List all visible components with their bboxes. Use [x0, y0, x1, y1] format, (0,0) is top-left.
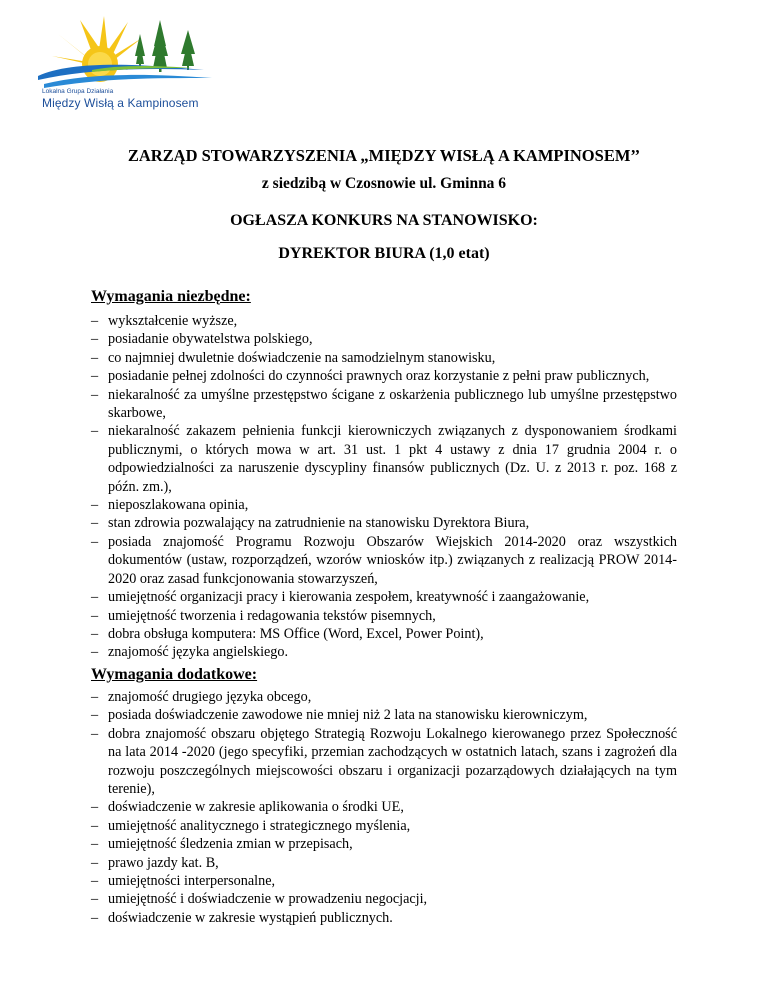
list-item: – umiejętność tworzenia i redagowania tekstów pisemnych, — [91, 607, 436, 624]
position-title: DYREKTOR BIURA (1,0 etat) — [278, 245, 490, 262]
sun-trees-water-icon — [32, 12, 232, 92]
dash-bullet: – — [91, 909, 99, 926]
list-item: – posiada znajomość Programu Rozwoju Obszarów Wiejskich 2014-2020 oraz wszystkich dokumentów (ustaw, rozporządzeń, wzorów wniosków itp.) związanych z realizacją PROW 2014-2020 oraz zasad funkcjonowania stowarzyszeń, — [91, 533, 677, 587]
dash-bullet: – — [91, 386, 99, 403]
list-item: – niekaralność za umyślne przestępstwo ścigane z oskarżenia publicznego lub umyślne przestępstwo skarbowe, — [91, 386, 677, 422]
board-heading: ZARZĄD STOWARZYSZENIA „MIĘDZY WISŁĄ A KAMPINOSEM’’ — [127, 146, 641, 165]
dash-bullet: – — [91, 707, 99, 724]
dash-bullet: – — [91, 423, 99, 440]
organization-logo — [32, 12, 232, 112]
list-item: – co najmniej dwuletnie doświadczenie na samodzielnym stanowisku, — [91, 349, 496, 366]
dash-bullet: – — [91, 891, 99, 908]
dash-bullet: – — [91, 349, 99, 366]
list-item: – stan zdrowia pozwalający na zatrudnienie na stanowisku Dyrektora Biura, — [91, 515, 530, 532]
dash-bullet: – — [91, 644, 99, 661]
list-item: – dobra obsługa komputera: MS Office (Word, Excel, Power Point), — [91, 625, 484, 642]
list-item: – nieposzlakowana opinia, — [91, 497, 249, 514]
logo-subtitle: Lokalna Grupa Działania — [42, 88, 114, 95]
list-item: – umiejętności interpersonalne, — [91, 873, 276, 890]
list-item: – doświadczenie w zakresie wystąpień publicznych. — [91, 909, 393, 926]
list-item: – umiejętność śledzenia zmian w przepisach, — [91, 836, 353, 853]
dash-bullet: – — [91, 368, 99, 385]
list-item: – posiadanie pełnej zdolności do czynności prawnych oraz korzystanie z pełni praw publicznych, — [91, 368, 650, 385]
list-item: – doświadczenie w zakresie aplikowania o środki UE, — [91, 799, 404, 816]
list-item: – umiejętność analitycznego i strategicznego myślenia, — [91, 817, 411, 834]
dash-bullet: – — [91, 725, 99, 742]
dash-bullet: – — [91, 313, 99, 329]
additional-section-title: Wymagania dodatkowe: — [91, 666, 258, 683]
dash-bullet: – — [91, 689, 99, 705]
dash-bullet: – — [91, 854, 99, 871]
list-item: – znajomość drugiego języka obcego, — [91, 689, 312, 705]
list-item: – wykształcenie wyższe, — [91, 313, 238, 329]
dash-bullet: – — [91, 873, 99, 890]
dash-bullet: – — [91, 607, 99, 624]
list-item: – umiejętność organizacji pracy i kierowania zespołem, kreatywność i zaangażowanie, — [91, 589, 590, 606]
list-item: – posiada doświadczenie zawodowe nie mniej niż 2 lata na stanowisku kierowniczym, — [91, 707, 588, 724]
required-list — [91, 312, 677, 662]
list-item: – umiejętność i doświadczenie w prowadzeniu negocjacji, — [91, 891, 428, 908]
dash-bullet: – — [91, 331, 99, 348]
list-item: – posiadanie obywatelstwa polskiego, — [91, 331, 313, 348]
required-section-title: Wymagania niezbędne: — [91, 288, 251, 305]
dash-bullet: – — [91, 799, 99, 816]
dash-bullet: – — [91, 533, 99, 550]
dash-bullet: – — [91, 515, 99, 532]
announcement-line: OGŁASZA KONKURS NA STANOWISKO: — [230, 212, 538, 229]
dash-bullet: – — [91, 625, 99, 642]
logo-name: Między Wisłą a Kampinosem — [42, 96, 199, 110]
dash-bullet: – — [91, 817, 99, 834]
dash-bullet: – — [91, 836, 99, 853]
dash-bullet: – — [91, 589, 99, 606]
list-item: – znajomość języka angielskiego. — [91, 644, 289, 661]
list-item: – niekaralność zakazem pełnienia funkcji kierowniczych związanych z dysponowaniem środkami publicznymi, o których mowa w art. 31 ust. 1 pkt 4 ustawy z dnia 17 grudnia 2004 r. o odpowiedzialności za naruszenie dyscypliny finansów publicznych (Dz. U. z 2013 r. poz. 168 z późn. zm.), — [91, 423, 677, 495]
list-item: – dobra znajomość obszaru objętego Strategią Rozwoju Lokalnego kierowanego przez Społeczność na lata 2014 -2020 (jego specyfiki, przemian zachodzących w ostatnich latach, szans i zagrożeń dla rozwoju poszczególnych miejscowości obszaru i organizacji pozarządowych działających na tym terenie), — [91, 725, 677, 798]
additional-list — [91, 688, 677, 927]
dash-bullet: – — [91, 497, 99, 514]
list-item: – prawo jazdy kat. B, — [91, 854, 219, 871]
address-line: z siedzibą w Czosnowie ul. Gminna 6 — [261, 175, 507, 192]
